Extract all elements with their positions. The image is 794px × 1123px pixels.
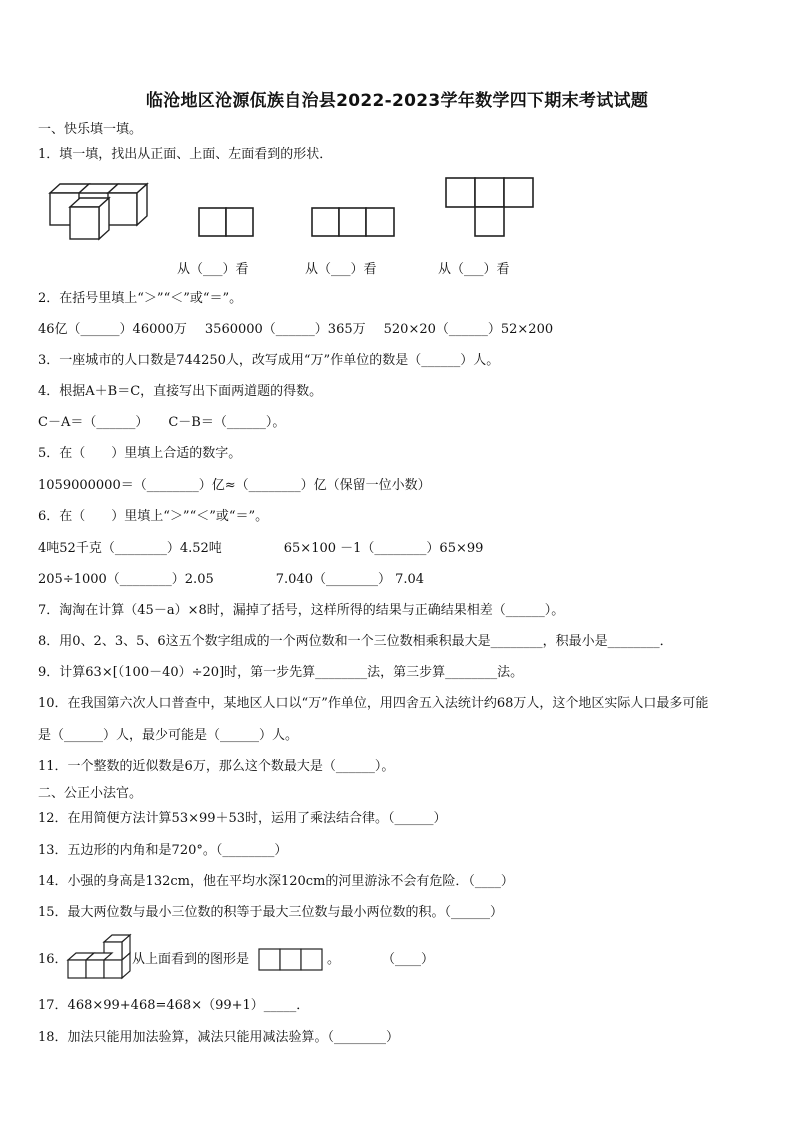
question-17: 17．468×99+468=468×（99+1）_____． [38,998,310,1013]
question-16-answer-blank: （____） [382,952,435,967]
q2-item-2: 3560000（______）365万 [204,322,366,337]
question-9: 9．计算63×[（100－40）÷20]时，第一步先算________法，第三步算________法。 [38,665,524,680]
q1-view-label-3: 从（___）看 [438,262,510,277]
question-8: 8．用0、2、3、5、6这五个数字组成的一个两位数和一个三位数相乘积最大是________，积最小是________． [38,634,673,649]
q2-item-1: 46亿（______）46000万 [38,322,187,337]
q1-view-label-1: 从（___）看 [177,262,249,277]
question-10-line-1: 10．在我国第六次人口普查中，某地区人口以“万”作单位，用四舍五入法统计约68万人，这个地区实际人口最多可能 [38,696,709,711]
question-3: 3．一座城市的人口数是744250人，改写成用“万”作单位的数是（______）人。 [38,353,500,368]
cube-arrangement-figure [44,180,160,242]
q4-item-1: C－A＝（______） [38,415,149,430]
question-18: 18．加法只能用加法验算，减法只能用减法验算。（________） [38,1030,400,1045]
q6-item-4: 7.040（________） 7.04 [275,572,425,587]
q6-item-2: 65×100 －1（________）65×99 [283,541,484,556]
question-1: 1．填一填，找出从正面、上面、左面看到的形状． [38,147,333,162]
q6-item-1: 4吨52千克（________）4.52吨 [38,541,222,556]
question-4: 4．根据A＋B＝C，直接写出下面两道题的得数。 [38,384,323,399]
question-12: 12．在用简便方法计算53×99＋53时，运用了乘法结合律。（______） [38,811,447,826]
question-5-line: 1059000000＝（________）亿≈（________）亿（保留一位小数） [38,478,431,493]
question-2: 2．在括号里填上“＞”“＜”或“＝”。 [38,291,243,306]
question-5: 5．在（ ）里填上合适的数字。 [38,446,242,461]
cube-stack-figure [66,933,134,985]
q2-item-3: 520×20（______）52×200 [383,322,554,337]
question-2-items [38,321,553,339]
question-11: 11．一个整数的近似数是6万，那么这个数最大是（______）。 [38,759,395,774]
question-16-text: 从上面看到的图形是 [132,952,250,967]
question-15: 15．最大两位数与最小三位数的积等于最大三位数与最小两位数的积。（______） [38,905,504,920]
question-6: 6．在（ ）里填上“＞”“＜”或“＝”。 [38,509,269,524]
page-title: 临沧地区沧源佤族自治县2022-2023学年数学四下期末考试试题 [145,91,649,111]
three-square-view-figure [311,207,397,239]
two-square-view-figure [198,207,256,239]
question-4-items [38,414,285,432]
q1-view-label-2: 从（___）看 [305,262,377,277]
q4-item-2: C－B＝（______）。 [168,415,286,430]
q6-item-3: 205÷1000（________）2.05 [38,572,214,587]
question-10-line-2: 是（______）人，最少可能是（______）人。 [38,728,299,743]
section-1-heading: 一、快乐填一填。 [38,122,143,137]
question-7: 7．淘淘在计算（45－a）×8时，漏掉了括号，这样所得的结果与正确结果相差（______）。 [38,603,565,618]
question-14: 14．小强的身高是132cm，他在平均水深120cm的河里游泳不会有危险．（____） [38,874,514,889]
section-2-heading: 二、公正小法官。 [38,786,143,801]
question-16-number: 16． [38,952,68,967]
question-16-period: 。 [327,952,341,967]
question-13: 13．五边形的内角和是720°。（________） [38,843,288,858]
question-6-row-2 [38,571,424,589]
t-shape-view-figure [445,177,537,239]
question-6-row-1 [38,540,483,558]
three-square-top-view [258,948,324,972]
